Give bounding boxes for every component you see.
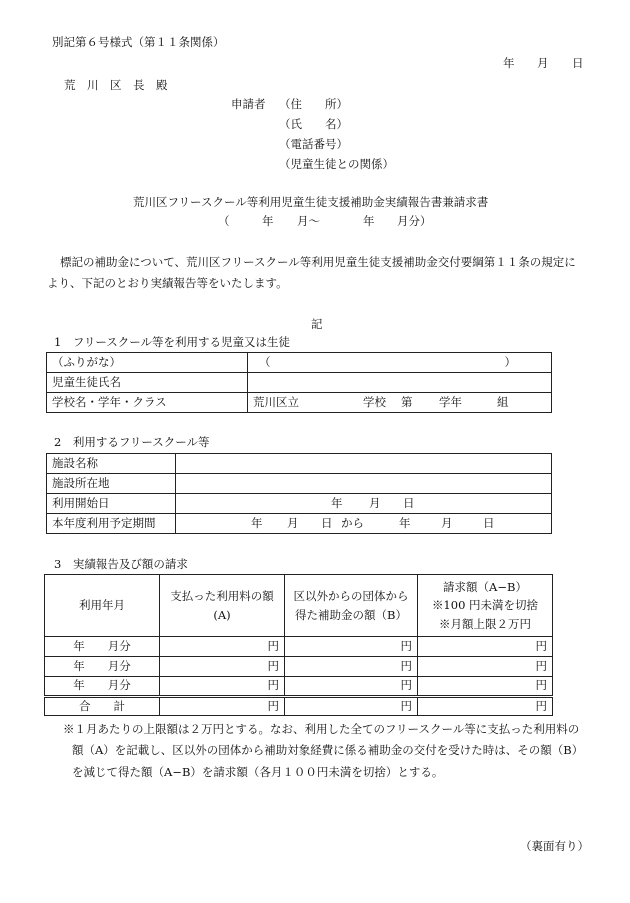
period-d1: 日 bbox=[321, 515, 333, 530]
school-field[interactable] bbox=[248, 393, 552, 413]
addressee: 荒 川 区 長 殿 bbox=[64, 78, 168, 92]
row-amount-c[interactable]: 円 bbox=[418, 677, 553, 697]
table-row bbox=[45, 657, 553, 677]
col-other-header bbox=[285, 575, 418, 637]
total-amount-c[interactable]: 円 bbox=[418, 697, 553, 716]
date-month: 月 bbox=[537, 56, 549, 70]
table-row bbox=[45, 637, 553, 657]
period-month2: 月分） bbox=[397, 214, 432, 228]
section2-heading: 2 利用するフリースクール等 bbox=[54, 435, 210, 449]
section1-heading: 1 フリースクール等を利用する児童又は生徒 bbox=[54, 335, 291, 349]
start-year: 年 bbox=[331, 495, 343, 510]
row-amount-c[interactable]: 円 bbox=[418, 637, 553, 657]
period-y2: 年 bbox=[399, 515, 411, 530]
period-field[interactable] bbox=[176, 514, 552, 534]
applicant-label: 申請者 bbox=[231, 97, 266, 111]
row-amount-c[interactable]: 円 bbox=[418, 657, 553, 677]
period-open: （ bbox=[218, 214, 230, 228]
row-amount-b[interactable]: 円 bbox=[285, 657, 418, 677]
date-year: 年 bbox=[503, 56, 515, 70]
school-label: 学校名・学年・クラス bbox=[47, 393, 248, 413]
applicant-relation: （児童生徒との関係） bbox=[279, 157, 394, 171]
period-m2: 月 bbox=[441, 515, 453, 530]
period-y1: 年 bbox=[251, 515, 263, 530]
grade-prefix: 第 bbox=[401, 394, 413, 409]
col-claim-line3: ※月額上限２万円 bbox=[439, 616, 531, 631]
period-m1: 月 bbox=[287, 515, 299, 530]
row-amount-b[interactable]: 円 bbox=[285, 637, 418, 657]
period-from: から bbox=[341, 515, 364, 530]
facility-name-label: 施設名称 bbox=[47, 454, 176, 474]
total-label: 合 計 bbox=[45, 697, 160, 716]
intro-line-2: より、下記のとおり実績報告等をいたします。 bbox=[47, 276, 288, 290]
class-suffix: 組 bbox=[497, 394, 509, 409]
col-other-line2: 得た補助金の額（B） bbox=[295, 607, 407, 622]
intro-line-1: 標記の補助金について、荒川区フリースクール等利用児童生徒支援補助金交付要綱第１１条の規定に bbox=[60, 255, 576, 269]
total-amount-a[interactable]: 円 bbox=[160, 697, 285, 716]
furigana-open: （ bbox=[259, 354, 271, 369]
col-paid-header bbox=[160, 575, 285, 637]
row-amount-a[interactable]: 円 bbox=[160, 657, 285, 677]
period-month1: 月～ bbox=[297, 214, 320, 228]
col-other-line1: 区以外からの団体から bbox=[293, 589, 409, 604]
page-title: 荒川区フリースクール等利用児童生徒支援補助金実績報告書兼請求書 bbox=[133, 195, 489, 209]
note-line-1: ※１月あたりの上限額は２万円とする。なお、利用した全てのフリースクール等に支払った利用料の bbox=[63, 722, 580, 736]
back-note: （裏面有り） bbox=[520, 839, 589, 853]
claim-table bbox=[44, 574, 553, 716]
row-amount-a[interactable]: 円 bbox=[160, 677, 285, 697]
school-prefix: 荒川区立 bbox=[253, 394, 299, 409]
row-month: 年 月分 bbox=[45, 677, 160, 697]
period-year1: 年 bbox=[262, 214, 274, 228]
applicant-name: （氏 名） bbox=[279, 117, 348, 131]
start-day: 日 bbox=[403, 495, 415, 510]
row-month: 年 月分 bbox=[45, 657, 160, 677]
col-paid-line2: (A) bbox=[213, 607, 231, 622]
student-name-field[interactable] bbox=[248, 373, 552, 393]
student-name-label: 児童生徒氏名 bbox=[47, 373, 248, 393]
form-label: 別記第６号様式（第１１条関係） bbox=[52, 35, 225, 49]
col-paid-line1: 支払った利用料の額 bbox=[170, 589, 274, 604]
applicant-phone: （電話番号） bbox=[279, 137, 348, 151]
start-date-field[interactable] bbox=[176, 494, 552, 514]
period-year2: 年 bbox=[363, 214, 375, 228]
facility-address-label: 施設所在地 bbox=[47, 474, 176, 494]
total-row bbox=[45, 697, 553, 716]
facility-name-field[interactable] bbox=[176, 454, 552, 474]
row-amount-a[interactable]: 円 bbox=[160, 637, 285, 657]
ki-heading: 記 bbox=[311, 317, 323, 331]
col-claim-line1: 請求額（A−B） bbox=[443, 579, 527, 594]
row-month: 年 月分 bbox=[45, 637, 160, 657]
applicant-address: （住 所） bbox=[279, 97, 348, 111]
col-month-header: 利用年月 bbox=[45, 575, 160, 637]
period-d2: 日 bbox=[483, 515, 495, 530]
period-label: 本年度利用予定期間 bbox=[47, 514, 176, 534]
date-day: 日 bbox=[572, 56, 584, 70]
col-claim-line2: ※100 円未満を切捨 bbox=[431, 598, 539, 613]
furigana-label: （ふりがな） bbox=[47, 353, 248, 373]
school-suffix: 学校 bbox=[363, 394, 386, 409]
note-line-2: 額（A）を記載し、区以外の団体から補助対象経費に係る補助金の交付を受けた時は、その額（B） bbox=[72, 743, 584, 757]
table-row bbox=[45, 677, 553, 697]
facility-address-field[interactable] bbox=[176, 474, 552, 494]
total-amount-b[interactable]: 円 bbox=[285, 697, 418, 716]
row-amount-b[interactable]: 円 bbox=[285, 677, 418, 697]
student-table bbox=[46, 352, 552, 413]
start-date-label: 利用開始日 bbox=[47, 494, 176, 514]
grade-suffix: 学年 bbox=[439, 394, 462, 409]
col-claim-header bbox=[418, 575, 553, 637]
section3-heading: 3 実績報告及び額の請求 bbox=[54, 557, 188, 571]
furigana-field[interactable] bbox=[248, 353, 552, 373]
furigana-close: ） bbox=[504, 354, 516, 369]
start-month: 月 bbox=[369, 495, 381, 510]
facility-table bbox=[46, 453, 552, 534]
note-line-3: を減じて得た額（A−B）を請求額（各月１００円未満を切捨）とする。 bbox=[72, 765, 444, 779]
